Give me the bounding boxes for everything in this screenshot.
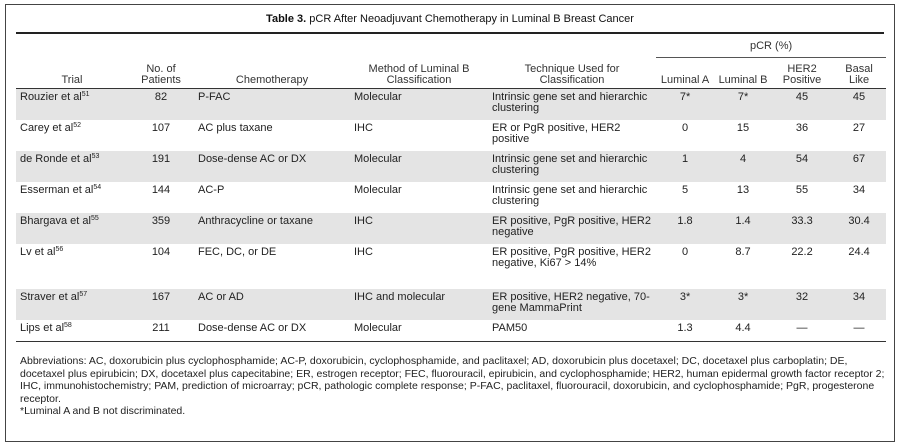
cell-luminal-a: 1 [681,152,689,165]
cell-her2: 45 [795,91,809,103]
cell-patients: 107 [151,121,171,134]
table-row [16,289,886,320]
table-row [16,182,886,213]
cell-patients: 191 [151,152,171,165]
cell-her2: 55 [795,183,809,196]
pcr-group-header: pCR (%) [656,35,886,58]
cell-her2: 36 [795,121,809,134]
col-header-patients: No. of Patients [141,63,181,86]
cell-luminal-a: 3* [679,290,691,303]
col-header-technique: Technique Used for Classification [524,63,620,86]
title-rule [16,32,884,34]
table-header [16,35,886,89]
cell-technique: PAM50 [492,321,528,334]
col-header-luminal-a: Luminal A [660,74,710,86]
header-spacer [16,35,656,58]
cell-basal: 45 [852,91,866,103]
cell-method: IHC [354,121,373,134]
table-row [16,120,886,151]
cell-chemotherapy: P-FAC [198,91,231,103]
cell-patients: 104 [151,245,171,258]
cell-technique: ER positive, PgR positive, HER2 negative, Ki67 > 14% [492,245,651,269]
cell-chemotherapy: FEC, DC, or DE [198,245,277,258]
cell-chemotherapy: Anthracycline or taxane [198,214,313,227]
col-header-luminal-b: Luminal B [718,74,768,86]
cell-chemotherapy: Dose-dense AC or DX [198,321,307,334]
cell-method: Molecular [354,183,402,196]
cell-trial: Carey et $al^{52}$ [20,121,81,134]
table-row [16,151,886,182]
abbreviations-note: Abbreviations: AC, doxorubicin plus cyclophosphamide; AC-P, doxorubicin, cyclophosphamide, and paclitaxel; AD, doxorubicin plus docetaxel; DC, docetaxel plus carboplatin; DE, docetaxel plus epirubicin; DX, docetaxel plus capecitabine; ER, estrogen receptor; FEC, fluorouracil, epirubicin, and cyclophosphamide; HER2, human epidermal growth factor receptor 2; IHC, immunohistochemistry; PAM, prediction of microarray; pCR, pathologic complete response; P-FAC, paclitaxel, fluorouracil, doxorubicin, and cyclophosphamide; PgR, progesterone receptor. [20,355,885,405]
cell-chemotherapy: Dose-dense AC or DX [198,152,307,165]
col-header-her2: HER2 Positive [782,63,822,86]
cell-technique: ER positive, HER2 negative, 70-gene MammaPrint [492,290,650,314]
cell-patients: 211 [152,321,170,334]
cell-trial: Lips et $al^{58}$ [20,321,72,334]
col-header-chemotherapy: Chemotherapy [235,74,309,86]
cell-luminal-a: 1.3 [677,321,693,334]
cell-chemotherapy: AC-P [198,183,225,196]
cell-luminal-a: 1.8 [677,214,693,227]
table-frame [5,4,895,442]
cell-luminal-a: 0 [681,245,689,258]
table-row [16,320,886,342]
cell-luminal-b: 15 [736,121,750,134]
cell-luminal-b: 3* [737,290,749,303]
cell-luminal-a: 7* [679,91,691,103]
cell-basal: 27 [852,121,866,134]
cell-luminal-b: 8.7 [735,245,751,258]
cell-her2: 22.2 [791,245,813,258]
cell-her2: — [796,321,808,334]
cell-trial: Esserman et $al^{54}$ [20,183,102,196]
cell-trial: de Ronde et $al^{53}$ [20,152,100,165]
cell-trial: Lv et $al^{56}$ [20,245,64,258]
cell-technique: ER positive, PgR positive, HER2 negative [492,214,651,238]
cell-luminal-b: 1.4 [735,214,751,227]
cell-technique: Intrinsic gene set and hierarchic clustering [492,183,648,207]
cell-her2: 33.3 [791,214,813,227]
col-header-method: Method of Luminal B Classification [368,63,470,86]
cell-method: IHC [354,245,373,258]
cell-her2: 54 [795,152,809,165]
cell-patients: 82 [154,91,168,103]
cell-trial: Straver et $al^{57}$ [20,290,88,303]
cell-her2: 32 [795,290,809,303]
cell-luminal-a: 0 [681,121,689,134]
cell-method: Molecular [354,152,402,165]
cell-basal: 30.4 [848,214,870,227]
cell-luminal-a: 5 [681,183,689,196]
cell-basal: 34 [852,290,866,303]
col-header-trial: Trial [61,74,83,86]
cell-basal: 24.4 [848,245,870,258]
table-row [16,213,886,244]
cell-trial: Bhargava et $al^{55}$ [20,214,99,227]
cell-luminal-b: 4.4 [735,321,751,334]
table-caption: pCR After Neoadjuvant Chemotherapy in Luminal B Breast Cancer [309,13,634,25]
asterisk-note: *Luminal A and B not discriminated. [20,405,186,417]
cell-basal: — [853,321,865,334]
table-body [16,89,886,342]
cell-method: Molecular [354,91,402,103]
cell-basal: 67 [852,152,866,165]
table-title [6,13,894,25]
table-row [16,244,886,289]
cell-basal: 34 [852,183,866,196]
results-table [16,35,886,342]
col-header-basal: Basal Like [845,63,873,86]
cell-patients: 144 [151,183,171,196]
cell-chemotherapy: AC plus taxane [198,121,273,134]
cell-chemotherapy: AC or AD [198,290,244,303]
cell-method: IHC [354,214,373,227]
cell-technique: ER or PgR positive, HER2 positive [492,121,621,145]
cell-technique: Intrinsic gene set and hierarchic clustering [492,152,648,176]
cell-patients: 167 [151,290,171,303]
table-number: Table 3. [266,13,307,25]
cell-luminal-b: 4 [739,152,747,165]
cell-luminal-b: 7* [737,91,749,103]
cell-technique: Intrinsic gene set and hierarchic clustering [492,91,648,114]
cell-method: Molecular [354,321,402,334]
table-row [16,89,886,120]
cell-method: IHC and molecular [354,290,446,303]
cell-luminal-b: 13 [736,183,750,196]
cell-trial: Rouzier et $al^{51}$ [20,91,90,103]
table-footnotes [20,355,886,418]
cell-patients: 359 [151,214,171,227]
